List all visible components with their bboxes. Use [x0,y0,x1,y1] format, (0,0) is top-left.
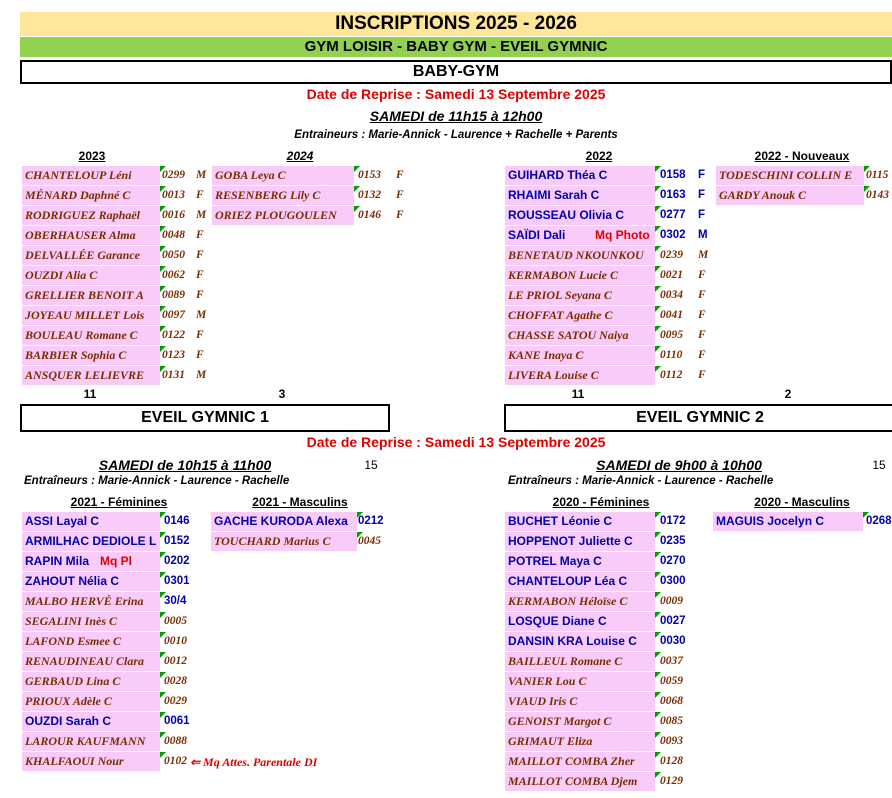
list-item-number: 0239 [660,249,683,261]
list-item-sex: F [698,369,706,381]
list-item-name: VIAUD Iris C [505,692,655,711]
list-item-name: OUZDI Alia C [22,266,160,285]
list-item-name: MALBO HERVÉ Erina [22,592,160,611]
list-item-name: KHALFAOUI Nour [22,752,160,771]
eveil2-col-masc: 2020 - Masculins [754,495,850,509]
list-item-number: 0163 [660,189,686,201]
list-item-sex: F [196,349,204,361]
col-header-2022-new: 2022 - Nouveaux [754,149,850,163]
list-item-sex: F [698,169,706,181]
list-item-name: GERBAUD Lina C [22,672,160,691]
list-item-sex: F [396,209,404,221]
eveil2-count: 15 [872,458,886,472]
list-item-number: 0028 [164,675,187,687]
list-item-name: LIVERA Louise C [505,366,655,385]
list-item-sex: M [196,309,207,321]
list-item-name: OBERHAUSER Alma [22,226,160,245]
list-item-name: BENETAUD NKOUNKOU [505,246,655,265]
list-item-number: 0062 [162,269,185,281]
missing-note: Mq Pl [98,552,134,571]
list-item-number: 0068 [660,695,683,707]
list-item-number: 0059 [660,675,683,687]
list-item-number: 0235 [660,535,686,547]
list-item-number: 0212 [358,515,384,527]
list-item-name: DELVALLÉE Garance [22,246,160,265]
list-item-number: 0172 [660,515,686,527]
list-item-number: 0061 [164,715,190,727]
list-item-number: 0013 [162,189,185,201]
list-item-name: HOPPENOT Juliette C [505,532,655,551]
eveil1-schedule: SAMEDI de 10h15 à 11h00 [98,457,272,473]
list-item-name: LAFOND Esmee C [22,632,160,651]
baby-gym-section-title: BABY-GYM [20,60,892,84]
list-item-name: LAROUR KAUFMANN [22,732,160,751]
list-item-name: RESENBERG Lily C [212,186,354,205]
page-title: INSCRIPTIONS 2025 - 2026 [20,12,892,36]
missing-note: Mq Photo [593,226,652,245]
list-item-number: 0010 [164,635,187,647]
list-item-name: GOBA Leya C [212,166,354,185]
list-item-name: TODESCHINI COLLIN E [716,166,864,185]
list-item-number: 0102 [164,755,187,767]
list-item-sex: M [196,369,207,381]
eveil1-count: 15 [364,458,378,472]
list-item-number: 0034 [660,289,683,301]
list-item-name: CHANTELOUP Léa C [505,572,655,591]
list-item-number: 30/4 [164,595,187,607]
count-2022: 11 [571,387,585,401]
list-item-sex: F [196,249,204,261]
eveil1-section-title: EVEIL GYMNIC 1 [20,404,390,432]
baby-gym-schedule: SAMEDI de 11h15 à 12h00 [369,108,543,124]
list-item-sex: F [698,269,706,281]
list-item-sex: M [698,229,708,241]
eveil2-coaches: Entraîneurs : Marie-Annick - Laurence - Rachelle [508,475,774,487]
list-item-number: 0089 [162,289,185,301]
list-item-name: MAILLOT COMBA Zher [505,752,655,771]
list-item-sex: F [396,169,404,181]
list-item-number: 0012 [164,655,187,667]
list-item-name: SEGALINI Inès C [22,612,160,631]
list-item-name: MÉNARD Daphné C [22,186,160,205]
eveil-reprise-date: Date de Reprise : Samedi 13 Septembre 2025 [306,434,606,450]
col-header-2024: 2024 [286,149,314,163]
list-item-number: 0009 [660,595,683,607]
list-item-number: 0128 [660,755,683,767]
list-item-name: MAILLOT COMBA Djem [505,772,655,791]
list-item-sex: F [196,269,204,281]
list-item-number: 0299 [162,169,185,181]
list-item-sex: F [196,229,204,241]
list-item-name: CHASSE SATOU Naiya [505,326,655,345]
list-item-name: LOSQUE Diane C [505,612,655,631]
list-item-number: 0027 [660,615,686,627]
eveil2-section-title: EVEIL GYMNIC 2 [504,404,892,432]
list-item-name: RODRIGUEZ Raphaël [22,206,160,225]
list-item-number: 0270 [660,555,686,567]
list-item-name: GENOIST Margot C [505,712,655,731]
eveil2-schedule: SAMEDI de 9h00 à 10h00 [596,457,762,473]
list-item-name: ANSQUER LELIEVRE [22,366,160,385]
list-item-sex: F [698,329,706,341]
list-item-sex: F [196,289,204,301]
list-item-name: DANSIN KRA Louise C [505,632,655,651]
eveil1-col-masc: 2021 - Masculins [252,495,348,509]
list-item-name: KANE Inaya C [505,346,655,365]
list-item-number: 0030 [660,635,686,647]
list-item-number: 0048 [162,229,185,241]
list-item-number: 0122 [162,329,185,341]
list-item-number: 0268 [866,515,892,527]
list-item-name: MAGUIS Jocelyn C [713,512,863,531]
list-item-sex: F [396,189,404,201]
list-item-name: VANIER Lou C [505,672,655,691]
list-item-name: KERMABON Lucie C [505,266,655,285]
list-item-name: BARBIER Sophia C [22,346,160,365]
list-item-sex: F [196,189,204,201]
list-item-number: 0110 [660,349,683,361]
list-item-sex: F [698,209,706,221]
list-item-name: ORIEZ PLOUGOULEN [212,206,354,225]
list-item-number: 0029 [164,695,187,707]
list-item-name: OUZDI Sarah C [22,712,160,731]
col-header-2023: 2023 [78,149,106,163]
list-item-name: GUIHARD Théa C [505,166,655,185]
list-item-number: 0005 [164,615,187,627]
list-item-number: 0158 [660,169,686,181]
list-item-number: 0041 [660,309,683,321]
list-item-sex: M [196,169,207,181]
list-item-number: 0093 [660,735,683,747]
list-item-sex: F [698,309,706,321]
list-item-name: SAÏDI Dali [505,226,655,245]
eveil2-col-fem: 2020 - Féminines [552,495,650,509]
list-item-number: 0129 [660,775,683,787]
list-item-number: 0045 [358,535,381,547]
list-item-number: 0152 [164,535,190,547]
list-item-name: ASSI Layal C [22,512,160,531]
list-item-name: POTREL Maya C [505,552,655,571]
list-item-sex: F [698,289,706,301]
list-item-name: KERMABON Héloïse C [505,592,655,611]
list-item-name: RENAUDINEAU Clara [22,652,160,671]
list-item-sex: M [698,249,709,261]
baby-gym-coaches: Entraineurs : Marie-Annick - Laurence + Rachelle + Parents [294,129,618,141]
eveil1-col-fem: 2021 - Féminines [70,495,168,509]
list-item-number: 0301 [164,575,190,587]
list-item-number: 0085 [660,715,683,727]
list-item-name: GRELLIER BENOIT A [22,286,160,305]
list-item-number: 0095 [660,329,683,341]
list-item-name: BAILLEUL Romane C [505,652,655,671]
list-item-name: GRIMAUT Eliza [505,732,655,751]
list-item-name: PRIOUX Adèle C [22,692,160,711]
list-item-number: 0302 [660,229,686,241]
list-item-name: GACHE KURODA Alexa [211,512,357,531]
count-2023: 11 [83,387,97,401]
list-item-number: 0277 [660,209,686,221]
list-item-name: BOULEAU Romane C [22,326,160,345]
eveil1-coaches: Entraîneurs : Marie-Annick - Laurence - Rachelle [24,475,290,487]
list-item-sex: F [698,349,706,361]
list-item-name: LE PRIOL Seyana C [505,286,655,305]
list-item-number: 0146 [164,515,190,527]
list-item-number: 0115 [866,169,889,181]
page-subtitle: GYM LOISIR - BABY GYM - EVEIL GYMNIC [20,37,892,57]
list-item-name: ZAHOUT Nélia C [22,572,160,591]
list-item-name: JOYEAU MILLET Lois [22,306,160,325]
count-2024: 3 [278,387,286,401]
list-item-name: TOUCHARD Marius C [211,532,357,551]
list-item-number: 0123 [162,349,185,361]
list-item-number: 0112 [660,369,683,381]
list-item-number: 0016 [162,209,185,221]
khalfaoui-note: ⇐ Mq Attes. Parentale DI [190,755,318,769]
list-item-name: CHANTELOUP Léni [22,166,160,185]
list-item-number: 0097 [162,309,185,321]
list-item-name: RHAIMI Sarah C [505,186,655,205]
list-item-number: 0146 [358,209,381,221]
list-item-name: GARDY Anouk C [716,186,864,205]
list-item-name: ARMILHAC DEDIOLE L [22,532,160,551]
list-item-number: 0143 [866,189,889,201]
list-item-number: 0153 [358,169,381,181]
list-item-name: CHOFFAT Agathe C [505,306,655,325]
baby-gym-reprise-date: Date de Reprise : Samedi 13 Septembre 2025 [306,86,606,102]
count-2022-new: 2 [784,387,792,401]
list-item-number: 0037 [660,655,683,667]
list-item-number: 0050 [162,249,185,261]
col-header-2022: 2022 [585,149,613,163]
list-item-name: ROUSSEAU Olivia C [505,206,655,225]
list-item-number: 0132 [358,189,381,201]
list-item-sex: F [196,329,204,341]
list-item-sex: M [196,209,207,221]
list-item-number: 0131 [162,369,185,381]
list-item-sex: F [698,189,706,201]
list-item-name: RAPIN Mila [22,552,160,571]
list-item-name: BUCHET Léonie C [505,512,655,531]
list-item-number: 0300 [660,575,686,587]
list-item-number: 0202 [164,555,190,567]
list-item-number: 0021 [660,269,683,281]
list-item-number: 0088 [164,735,187,747]
